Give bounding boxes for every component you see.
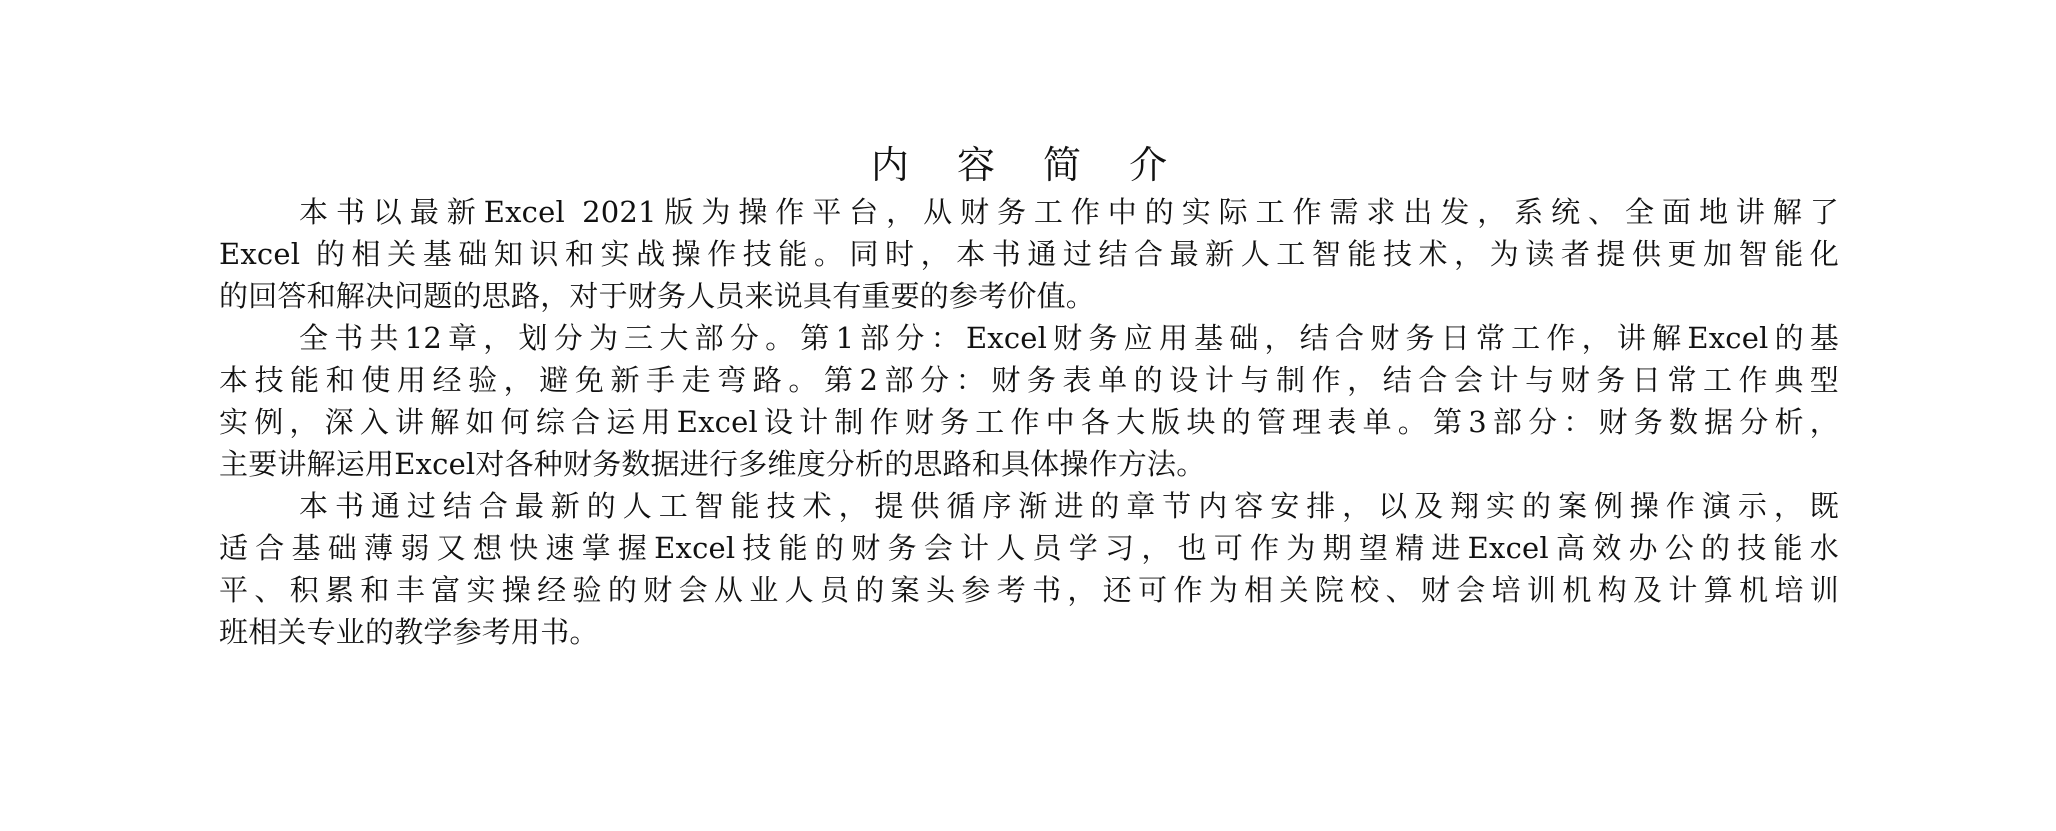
- page-title: 内 容 简 介: [870, 143, 1186, 188]
- paragraph-line: 实例，深入讲解如何综合运用Excel设计制作财务工作中各大版块的管理表单。第3部分：财务数据分析，: [219, 405, 1839, 439]
- paragraph-line: Excel 的相关基础知识和实战操作技能。同时，本书通过结合最新人工智能技术，为读者提供更加智能化: [219, 237, 1839, 271]
- paragraph-line: 本书通过结合最新的人工智能技术，提供循序渐进的章节内容安排，以及翔实的案例操作演示，既: [299, 489, 1839, 523]
- paragraph-line: 本书以最新Excel 2021版为操作平台，从财务工作中的实际工作需求出发，系统、全面地讲解了: [299, 195, 1839, 229]
- document-body: [219, 191, 1839, 653]
- paragraph-line: 主要讲解运用Excel对各种财务数据进行多维度分析的思路和具体操作方法。: [219, 447, 1206, 481]
- paragraph-line: 本技能和使用经验，避免新手走弯路。第2部分：财务表单的设计与制作，结合会计与财务日常工作典型: [219, 363, 1839, 397]
- paragraph-line: 适合基础薄弱又想快速掌握Excel技能的财务会计人员学习，也可作为期望精进Excel高效办公的技能水: [219, 531, 1839, 565]
- paragraph-1: [219, 191, 1839, 317]
- paragraph-line: 班相关专业的教学参考用书。: [219, 615, 599, 649]
- paragraph-line: 平、积累和丰富实操经验的财会从业人员的案头参考书，还可作为相关院校、财会培训机构及计算机培训: [219, 573, 1839, 607]
- paragraph-line: 全书共12章，划分为三大部分。第1部分：Excel财务应用基础，结合财务日常工作，讲解Excel的基: [299, 321, 1839, 355]
- paragraph-2: [219, 317, 1839, 485]
- paragraph-line: 的回答和解决问题的思路，对于财务人员来说具有重要的参考价值。: [219, 279, 1096, 313]
- paragraph-3: [219, 485, 1839, 653]
